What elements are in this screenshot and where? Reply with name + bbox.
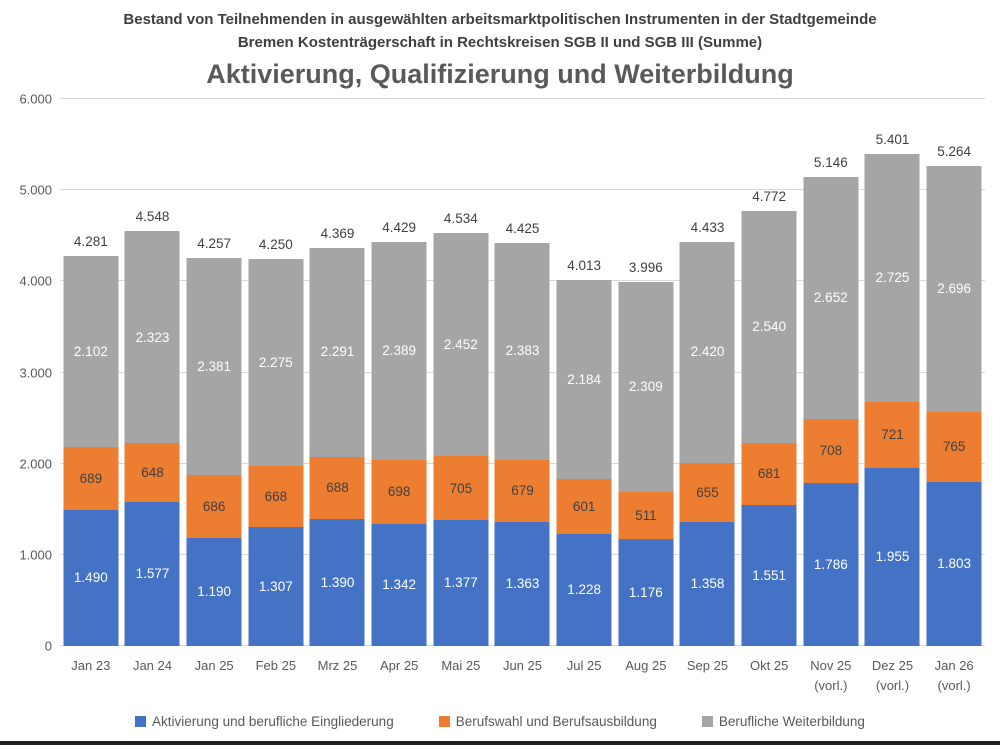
bar-segment bbox=[310, 248, 365, 457]
x-axis-label-text: Okt 25 bbox=[750, 658, 789, 673]
bar-segment bbox=[742, 443, 797, 505]
bar-segment bbox=[927, 482, 982, 646]
bar-segment bbox=[125, 231, 180, 443]
segment-value-label: 689 bbox=[79, 471, 103, 487]
segment-value-label: 511 bbox=[635, 507, 657, 523]
bar-segment bbox=[248, 466, 303, 527]
bar-segment bbox=[495, 522, 550, 646]
bar-slot bbox=[923, 99, 985, 646]
stacked-bar bbox=[433, 233, 488, 646]
x-axis-label-text: Aug 25 bbox=[625, 658, 667, 673]
bar-segment bbox=[803, 483, 858, 646]
segment-value-label: 1.377 bbox=[443, 575, 478, 591]
bar-segment bbox=[495, 243, 550, 460]
segment-value-label: 1.176 bbox=[628, 584, 663, 600]
bar-slot bbox=[245, 99, 307, 646]
segment-value-label: 1.955 bbox=[875, 549, 910, 565]
stacked-bar bbox=[742, 211, 797, 646]
x-axis-category-label bbox=[615, 656, 677, 676]
stacked-bar bbox=[557, 280, 612, 646]
bar-segment bbox=[248, 259, 303, 466]
bar-total-label: 4.433 bbox=[690, 219, 725, 235]
bar-slot bbox=[368, 99, 430, 646]
bar-total-label: 5.264 bbox=[937, 144, 972, 160]
segment-value-label: 705 bbox=[449, 480, 473, 496]
x-axis-label-text: Mrz 25 bbox=[317, 658, 358, 673]
bar-slot bbox=[553, 99, 615, 646]
segment-value-label: 2.184 bbox=[567, 371, 602, 387]
bar-segment bbox=[63, 447, 118, 510]
bar-total-label: 4.013 bbox=[567, 258, 602, 274]
footer-divider-bar bbox=[0, 741, 1000, 745]
segment-value-label: 1.390 bbox=[320, 574, 355, 590]
segment-value-label: 1.490 bbox=[73, 570, 108, 586]
x-axis-category-label bbox=[862, 656, 924, 696]
bar-segment bbox=[618, 539, 673, 646]
bar-segment bbox=[865, 154, 920, 402]
legend-swatch bbox=[702, 716, 713, 727]
stacked-bar bbox=[803, 177, 858, 646]
segment-value-label: 2.389 bbox=[382, 343, 417, 359]
stacked-bar bbox=[187, 258, 242, 646]
bar-segment bbox=[865, 468, 920, 646]
y-axis-tick-label: 0 bbox=[44, 638, 52, 654]
bar-total-label: 4.250 bbox=[258, 236, 293, 252]
x-axis-category-label bbox=[430, 656, 492, 676]
bar-total-label: 4.369 bbox=[320, 225, 355, 241]
bar-total-label: 4.429 bbox=[382, 220, 417, 236]
legend-item bbox=[702, 714, 865, 729]
bar-segment bbox=[125, 443, 180, 502]
stacked-bar bbox=[310, 248, 365, 646]
bar-segment bbox=[433, 233, 488, 457]
bar-segment bbox=[248, 527, 303, 646]
segment-value-label: 1.786 bbox=[813, 556, 848, 572]
x-axis-label-text: Jan 25 bbox=[194, 658, 234, 673]
legend-swatch bbox=[439, 716, 450, 727]
segment-value-label: 1.551 bbox=[752, 567, 787, 583]
segment-value-label: 2.381 bbox=[197, 358, 232, 374]
chart-header bbox=[0, 8, 1000, 91]
x-axis-label-text: Jun 25 bbox=[502, 658, 542, 673]
x-axis-category-label bbox=[368, 656, 430, 676]
plot-area bbox=[60, 99, 985, 646]
bar-slot bbox=[122, 99, 184, 646]
bar-segment bbox=[865, 402, 920, 468]
segment-value-label: 655 bbox=[696, 484, 719, 500]
bar-slot bbox=[183, 99, 245, 646]
legend-label: Aktivierung und berufliche Eingliederung bbox=[152, 714, 394, 729]
bar-segment bbox=[742, 505, 797, 646]
x-axis-label-note: (vorl.) bbox=[875, 678, 910, 693]
segment-value-label: 2.420 bbox=[690, 344, 725, 360]
bar-segment bbox=[372, 460, 427, 524]
bar-total-label: 3.996 bbox=[628, 259, 663, 275]
bar-segment bbox=[618, 492, 673, 539]
chart-subtitle-line2: Bremen Kostenträgerschaft in Rechtskreisen SGB II und SGB III (Summe) bbox=[237, 34, 763, 51]
bar-segment bbox=[557, 534, 612, 646]
bar-segment bbox=[433, 520, 488, 646]
segment-value-label: 2.696 bbox=[937, 281, 972, 297]
segment-value-label: 601 bbox=[572, 498, 596, 514]
bar-segment bbox=[187, 475, 242, 538]
bar-total-label: 4.548 bbox=[135, 209, 170, 225]
bar-slot bbox=[307, 99, 369, 646]
segment-value-label: 2.452 bbox=[443, 336, 478, 352]
segment-value-label: 2.102 bbox=[73, 343, 108, 359]
segment-value-label: 1.363 bbox=[505, 576, 540, 592]
bar-segment bbox=[372, 524, 427, 646]
bar-segment bbox=[63, 510, 118, 646]
x-axis-label-text: Apr 25 bbox=[380, 658, 419, 673]
segment-value-label: 2.309 bbox=[628, 379, 663, 395]
x-axis-label-note: (vorl.) bbox=[814, 678, 848, 693]
y-axis-tick-label: 2.000 bbox=[19, 456, 52, 472]
segment-value-label: 668 bbox=[264, 488, 288, 504]
segment-value-label: 2.291 bbox=[320, 344, 355, 360]
segment-value-label: 721 bbox=[881, 427, 904, 443]
segment-value-label: 686 bbox=[202, 498, 226, 514]
x-axis-label-text: Jan 23 bbox=[71, 658, 111, 673]
bar-segment bbox=[927, 412, 982, 482]
x-axis-label-text: Jan 26 bbox=[934, 658, 974, 673]
y-axis-tick-label: 4.000 bbox=[19, 273, 52, 289]
stacked-bar bbox=[248, 259, 303, 646]
bar-segment bbox=[433, 456, 488, 520]
y-axis-tick-label: 5.000 bbox=[19, 182, 52, 198]
segment-value-label: 679 bbox=[511, 483, 534, 499]
chart-title: Aktivierung, Qualifizierung und Weiterbildung bbox=[206, 59, 794, 89]
x-axis-category-label bbox=[245, 656, 307, 676]
bar-total-label: 5.401 bbox=[875, 131, 910, 147]
bar-segment bbox=[125, 502, 180, 646]
segment-value-label: 1.190 bbox=[197, 584, 232, 599]
bar-segment bbox=[495, 460, 550, 522]
stacked-bar bbox=[495, 243, 550, 646]
x-axis-category-label bbox=[738, 656, 800, 676]
bar-slot bbox=[800, 99, 862, 646]
y-axis bbox=[0, 91, 54, 654]
x-axis-label-note: (vorl.) bbox=[937, 678, 971, 693]
x-axis bbox=[60, 656, 985, 700]
bar-segment bbox=[372, 242, 427, 460]
bar-segment bbox=[63, 256, 118, 448]
bar-segment bbox=[742, 211, 797, 443]
x-axis-label-text: Sep 25 bbox=[686, 658, 729, 673]
x-axis-category-label bbox=[800, 656, 862, 696]
bar-segment bbox=[187, 538, 242, 646]
bar-total-label: 4.534 bbox=[443, 210, 478, 226]
bar-total-label: 4.281 bbox=[73, 233, 108, 249]
segment-value-label: 1.342 bbox=[382, 577, 417, 593]
segment-value-label: 2.725 bbox=[875, 270, 910, 286]
segment-value-label: 1.358 bbox=[690, 576, 725, 592]
bar-slot bbox=[492, 99, 554, 646]
legend-label: Berufswahl und Berufsausbildung bbox=[455, 714, 657, 729]
bar-total-label: 5.146 bbox=[813, 154, 848, 170]
x-axis-label-text: Jul 25 bbox=[566, 658, 602, 673]
y-axis-tick-label: 3.000 bbox=[19, 365, 52, 380]
segment-value-label: 1.803 bbox=[937, 556, 972, 572]
bar-segment bbox=[803, 419, 858, 484]
x-axis-category-label bbox=[60, 656, 122, 676]
bar-segment bbox=[803, 177, 858, 419]
bar-total-label: 4.772 bbox=[752, 188, 787, 204]
x-axis-label-text: Dez 25 bbox=[871, 658, 914, 673]
x-axis-category-label bbox=[307, 656, 369, 676]
bar-slot bbox=[60, 99, 122, 646]
segment-value-label: 2.652 bbox=[813, 290, 848, 306]
segment-value-label: 1.577 bbox=[135, 566, 170, 582]
stacked-bar bbox=[680, 242, 735, 646]
bar-segment bbox=[680, 242, 735, 463]
segment-value-label: 648 bbox=[141, 464, 164, 480]
chart-subtitle-line1: Bestand von Teilnehmenden in ausgewählten arbeitsmarktpolitischen Instrumenten in der Stadtgemeinde bbox=[123, 11, 877, 28]
bar-slot bbox=[738, 99, 800, 646]
bar-segment bbox=[557, 479, 612, 534]
legend bbox=[0, 714, 1000, 729]
x-axis-category-label bbox=[553, 656, 615, 676]
bar-total-label: 4.257 bbox=[197, 235, 232, 251]
legend-swatch bbox=[135, 716, 146, 727]
bar-segment bbox=[187, 258, 242, 475]
bar-slot bbox=[430, 99, 492, 646]
x-axis-label-text: Nov 25 bbox=[810, 658, 852, 673]
x-axis-category-label bbox=[923, 656, 985, 696]
bar-slot bbox=[677, 99, 739, 646]
x-axis-category-label bbox=[122, 656, 184, 676]
bar-segment bbox=[310, 519, 365, 646]
segment-value-label: 1.228 bbox=[567, 582, 602, 598]
segment-value-label: 2.540 bbox=[752, 319, 787, 334]
segment-value-label: 2.383 bbox=[505, 343, 540, 359]
segment-value-label: 2.323 bbox=[135, 329, 170, 345]
segment-value-label: 708 bbox=[819, 443, 843, 459]
stacked-bar bbox=[372, 242, 427, 646]
y-axis-tick-label: 6.000 bbox=[19, 91, 52, 107]
x-axis-category-label bbox=[492, 656, 554, 676]
bar-slot bbox=[862, 99, 924, 646]
bar-segment bbox=[680, 463, 735, 523]
segment-value-label: 2.275 bbox=[258, 354, 293, 370]
bar-total-label: 4.425 bbox=[505, 220, 540, 236]
legend-item bbox=[439, 714, 657, 729]
stacked-bar bbox=[125, 231, 180, 646]
segment-value-label: 688 bbox=[326, 480, 349, 496]
segment-value-label: 1.307 bbox=[258, 578, 293, 594]
stacked-bar bbox=[927, 166, 982, 646]
segment-value-label: 765 bbox=[942, 439, 966, 455]
x-axis-label-text: Jan 24 bbox=[132, 658, 172, 673]
stacked-bar bbox=[618, 282, 673, 646]
bar-segment bbox=[927, 166, 982, 412]
stacked-bar bbox=[63, 256, 118, 646]
segment-value-label: 681 bbox=[757, 465, 781, 481]
stacked-bar bbox=[865, 154, 920, 646]
legend-item bbox=[135, 714, 394, 729]
y-axis-tick-label: 1.000 bbox=[19, 547, 52, 563]
bar-segment bbox=[680, 522, 735, 646]
x-axis-category-label bbox=[677, 656, 739, 676]
x-axis-category-label bbox=[183, 656, 245, 676]
bar-segment bbox=[618, 282, 673, 493]
x-axis-label-text: Feb 25 bbox=[255, 658, 297, 673]
legend-label: Berufliche Weiterbildung bbox=[718, 714, 865, 729]
bar-segment bbox=[310, 457, 365, 520]
segment-value-label: 698 bbox=[387, 484, 411, 500]
x-axis-label-text: Mai 25 bbox=[441, 658, 481, 673]
bar-slot bbox=[615, 99, 677, 646]
bar-segment bbox=[557, 280, 612, 479]
